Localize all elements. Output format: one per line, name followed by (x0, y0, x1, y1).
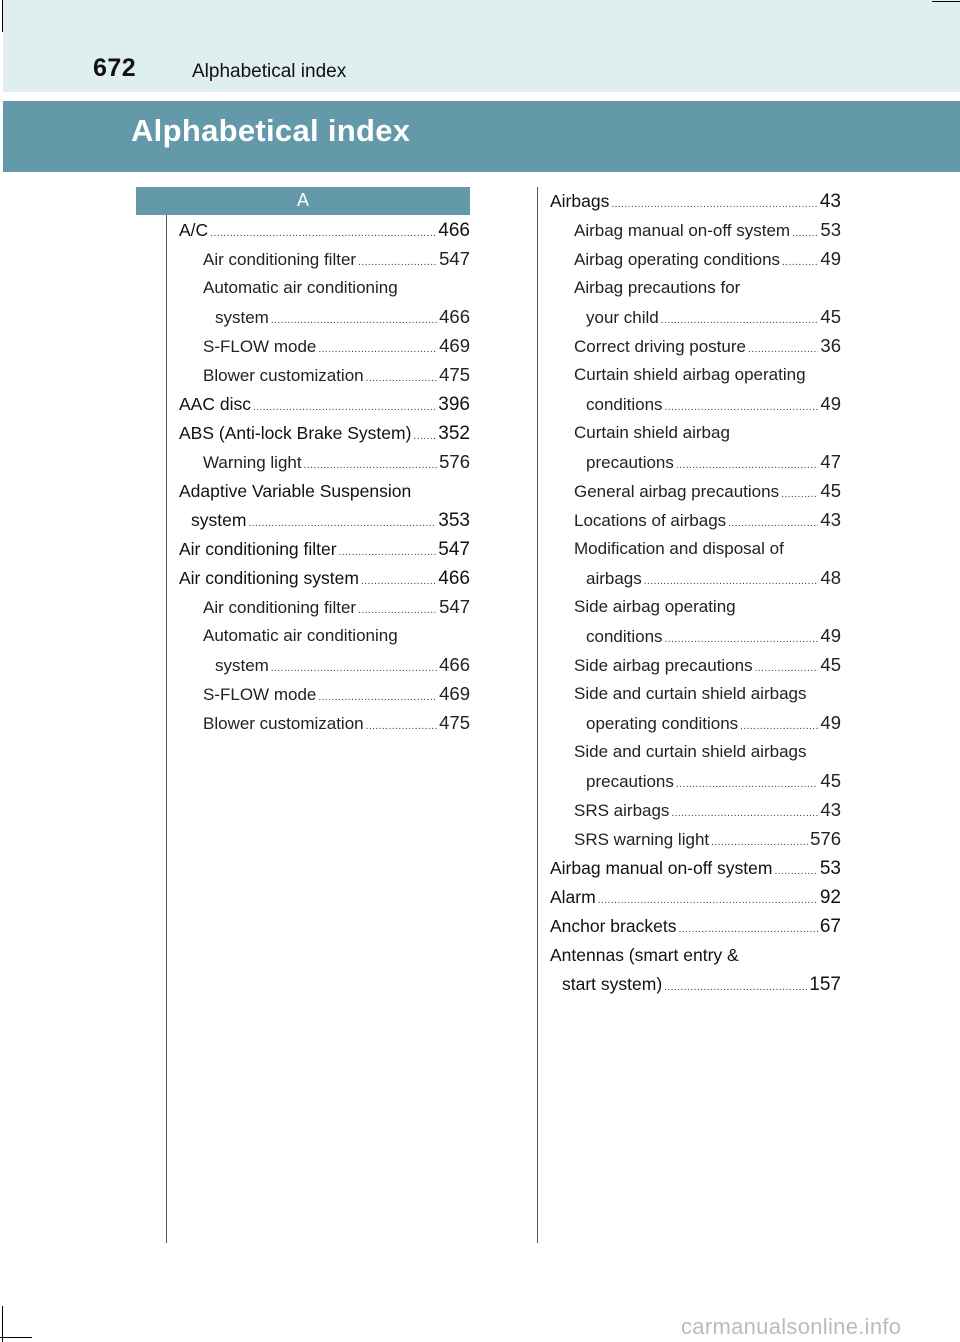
entry-label: precautions (586, 772, 674, 791)
entry-label: SRS warning light (574, 830, 710, 849)
index-entry (179, 535, 470, 563)
index-entry (574, 506, 841, 534)
entry-page-number: 67 (819, 916, 841, 937)
dot-leader (413, 423, 436, 451)
index-entry (586, 564, 841, 592)
entry-page-number: 45 (820, 654, 841, 675)
index-entry (203, 709, 470, 737)
index-entry (215, 651, 470, 679)
dot-leader (318, 684, 437, 712)
index-entry (179, 390, 470, 418)
index-entry (574, 245, 841, 273)
index-entry (191, 506, 470, 534)
dot-leader (271, 655, 437, 683)
entry-label: Antennas (smart entry & (550, 945, 739, 965)
entry-label: Locations of airbags (574, 511, 727, 530)
entry-label: Side airbag operating (574, 597, 736, 616)
index-entry (574, 419, 730, 447)
entry-page-number: 466 (438, 220, 470, 241)
title-band (3, 101, 960, 172)
entry-label: your child (586, 308, 659, 327)
dot-leader (598, 887, 818, 915)
dot-leader (748, 336, 818, 364)
entry-page-number: 47 (820, 451, 841, 472)
entry-label: Anchor brackets (550, 916, 677, 936)
index-entry (574, 651, 841, 679)
index-entry (574, 825, 841, 853)
entry-label: A/C (179, 220, 209, 240)
entry-page-number: 92 (819, 887, 841, 908)
page-title: Alphabetical index (131, 113, 411, 148)
dot-leader (665, 394, 819, 422)
index-entry (550, 854, 841, 882)
dot-leader (253, 394, 436, 422)
entry-label: Airbag operating conditions (574, 250, 781, 269)
index-entry (203, 274, 398, 302)
index-entry (203, 680, 470, 708)
entry-page-number: 547 (439, 248, 470, 269)
index-entry (574, 332, 841, 360)
entry-page-number: 43 (820, 509, 841, 530)
right-column-rule (537, 187, 538, 1243)
entry-page-number: 53 (820, 219, 841, 240)
index-entry (574, 680, 806, 708)
entry-label: precautions (586, 453, 674, 472)
entry-label: Side airbag precautions (574, 656, 753, 675)
index-entry (550, 941, 739, 969)
entry-label: Automatic air conditioning (203, 278, 398, 297)
dot-leader (671, 800, 818, 828)
entry-label: Side and curtain shield airbags (574, 742, 807, 761)
dot-leader (611, 191, 818, 219)
entry-page-number: 48 (820, 567, 841, 588)
entry-page-number: 45 (820, 770, 841, 791)
entry-page-number: 353 (438, 510, 470, 531)
entry-page-number: 547 (438, 539, 470, 560)
entry-label: Airbag manual on-off system (550, 858, 773, 878)
entry-page-number: 466 (439, 654, 470, 675)
entry-label: S-FLOW mode (203, 337, 317, 356)
entry-page-number: 45 (820, 480, 841, 501)
index-entry (574, 738, 806, 766)
dot-leader (644, 568, 819, 596)
entry-page-number: 466 (438, 568, 470, 589)
entry-label: Modification and disposal of (574, 539, 784, 558)
index-entry (574, 274, 740, 302)
dot-leader (755, 655, 819, 683)
entry-label: conditions (586, 395, 663, 414)
dot-leader (774, 858, 817, 886)
entry-label: Alarm (550, 887, 596, 907)
entry-page-number: 36 (820, 335, 841, 356)
entry-label: start system) (562, 974, 663, 994)
index-entry (586, 622, 841, 650)
index-entry (586, 448, 841, 476)
index-entry (203, 361, 470, 389)
index-entry (179, 216, 470, 244)
entry-label: Airbags (550, 191, 610, 211)
dot-leader (248, 510, 436, 538)
entry-label: system (191, 510, 247, 530)
entry-page-number: 43 (820, 799, 841, 820)
entry-page-number: 49 (820, 712, 841, 733)
header-band (3, 0, 960, 92)
index-entry (574, 796, 841, 824)
index-entry (550, 187, 841, 215)
dot-leader (304, 452, 438, 480)
dot-leader (740, 713, 818, 741)
dot-leader (676, 771, 819, 799)
dot-leader (661, 307, 819, 335)
index-entry (574, 535, 784, 563)
dot-leader (358, 249, 437, 277)
crop-mark-top-right (932, 1, 960, 2)
entry-label: S-FLOW mode (203, 685, 317, 704)
letter-heading: A (136, 187, 470, 215)
entry-page-number: 466 (439, 306, 470, 327)
dot-leader (339, 539, 437, 567)
watermark: carmanualsonline.info (681, 1314, 902, 1339)
dot-leader (361, 568, 436, 596)
entry-page-number: 469 (439, 683, 470, 704)
dot-leader (782, 249, 818, 277)
index-entry (574, 361, 806, 389)
dot-leader (678, 916, 817, 944)
entry-page-number: 547 (439, 596, 470, 617)
dot-leader (676, 452, 819, 480)
entry-label: operating conditions (586, 714, 739, 733)
entry-page-number: 352 (438, 423, 470, 444)
dot-leader (711, 829, 808, 857)
entry-label: ABS (Anti-lock Brake System) (179, 423, 412, 443)
entry-page-number: 49 (820, 625, 841, 646)
entry-label: airbags (586, 569, 642, 588)
running-title: Alphabetical index (192, 61, 347, 82)
index-entry (203, 448, 470, 476)
entry-label: system (215, 308, 269, 327)
entry-page-number: 49 (820, 393, 841, 414)
index-entry (586, 390, 841, 418)
entry-page-number: 396 (438, 394, 470, 415)
entry-label: conditions (586, 627, 663, 646)
entry-page-number: 469 (439, 335, 470, 356)
entry-label: system (215, 656, 269, 675)
index-entry (179, 564, 470, 592)
entry-label: Air conditioning system (179, 568, 359, 588)
index-entry (215, 303, 470, 331)
entry-page-number: 43 (819, 191, 841, 212)
dot-leader (210, 220, 436, 248)
entry-label: Curtain shield airbag operating (574, 365, 806, 384)
entry-label: AAC disc (179, 394, 251, 414)
entry-label: Curtain shield airbag (574, 423, 730, 442)
entry-page-number: 49 (820, 248, 841, 269)
entry-page-number: 45 (820, 306, 841, 327)
dot-leader (366, 365, 438, 393)
entry-label: SRS airbags (574, 801, 670, 820)
index-entry (574, 216, 841, 244)
entry-label: Warning light (203, 453, 302, 472)
index-entry (203, 245, 470, 273)
entry-label: Automatic air conditioning (203, 626, 398, 645)
dot-leader (366, 713, 438, 741)
entry-page-number: 157 (809, 974, 841, 995)
index-entry (203, 332, 470, 360)
index-entry (586, 709, 841, 737)
index-entry (203, 593, 470, 621)
entry-label: Adaptive Variable Suspension (179, 481, 412, 501)
index-entry (574, 477, 841, 505)
entry-label: General airbag precautions (574, 482, 780, 501)
index-entry (550, 912, 841, 940)
entry-label: Side and curtain shield airbags (574, 684, 807, 703)
entry-label: Blower customization (203, 366, 364, 385)
index-entry (179, 477, 411, 505)
entry-label: Air conditioning filter (203, 598, 357, 617)
dot-leader (271, 307, 437, 335)
entry-page-number: 576 (439, 451, 470, 472)
index-entry (203, 622, 398, 650)
dot-leader (664, 974, 807, 1002)
entry-page-number: 53 (819, 858, 841, 879)
dot-leader (358, 597, 437, 625)
entry-label: Airbag manual on-off system (574, 221, 791, 240)
dot-leader (792, 220, 818, 248)
left-column-rule (166, 215, 167, 1243)
entry-page-number: 475 (439, 364, 470, 385)
dot-leader (728, 510, 818, 538)
entry-page-number: 475 (439, 712, 470, 733)
index-entry (550, 883, 841, 911)
index-entry (562, 970, 841, 998)
index-entry (574, 593, 736, 621)
entry-label: Air conditioning filter (203, 250, 357, 269)
dot-leader (665, 626, 819, 654)
entry-label: Airbag precautions for (574, 278, 741, 297)
dot-leader (318, 336, 437, 364)
entry-label: Air conditioning filter (179, 539, 337, 559)
entry-label: Correct driving posture (574, 337, 746, 356)
index-entry (586, 303, 841, 331)
crop-mark-bottom-left-h (0, 1337, 32, 1338)
crop-mark-top-left (2, 0, 3, 32)
dot-leader (781, 481, 818, 509)
index-entry (179, 419, 470, 447)
entry-label: Blower customization (203, 714, 364, 733)
entry-page-number: 576 (810, 828, 841, 849)
index-entry (586, 767, 841, 795)
page-number: 672 (93, 54, 137, 82)
